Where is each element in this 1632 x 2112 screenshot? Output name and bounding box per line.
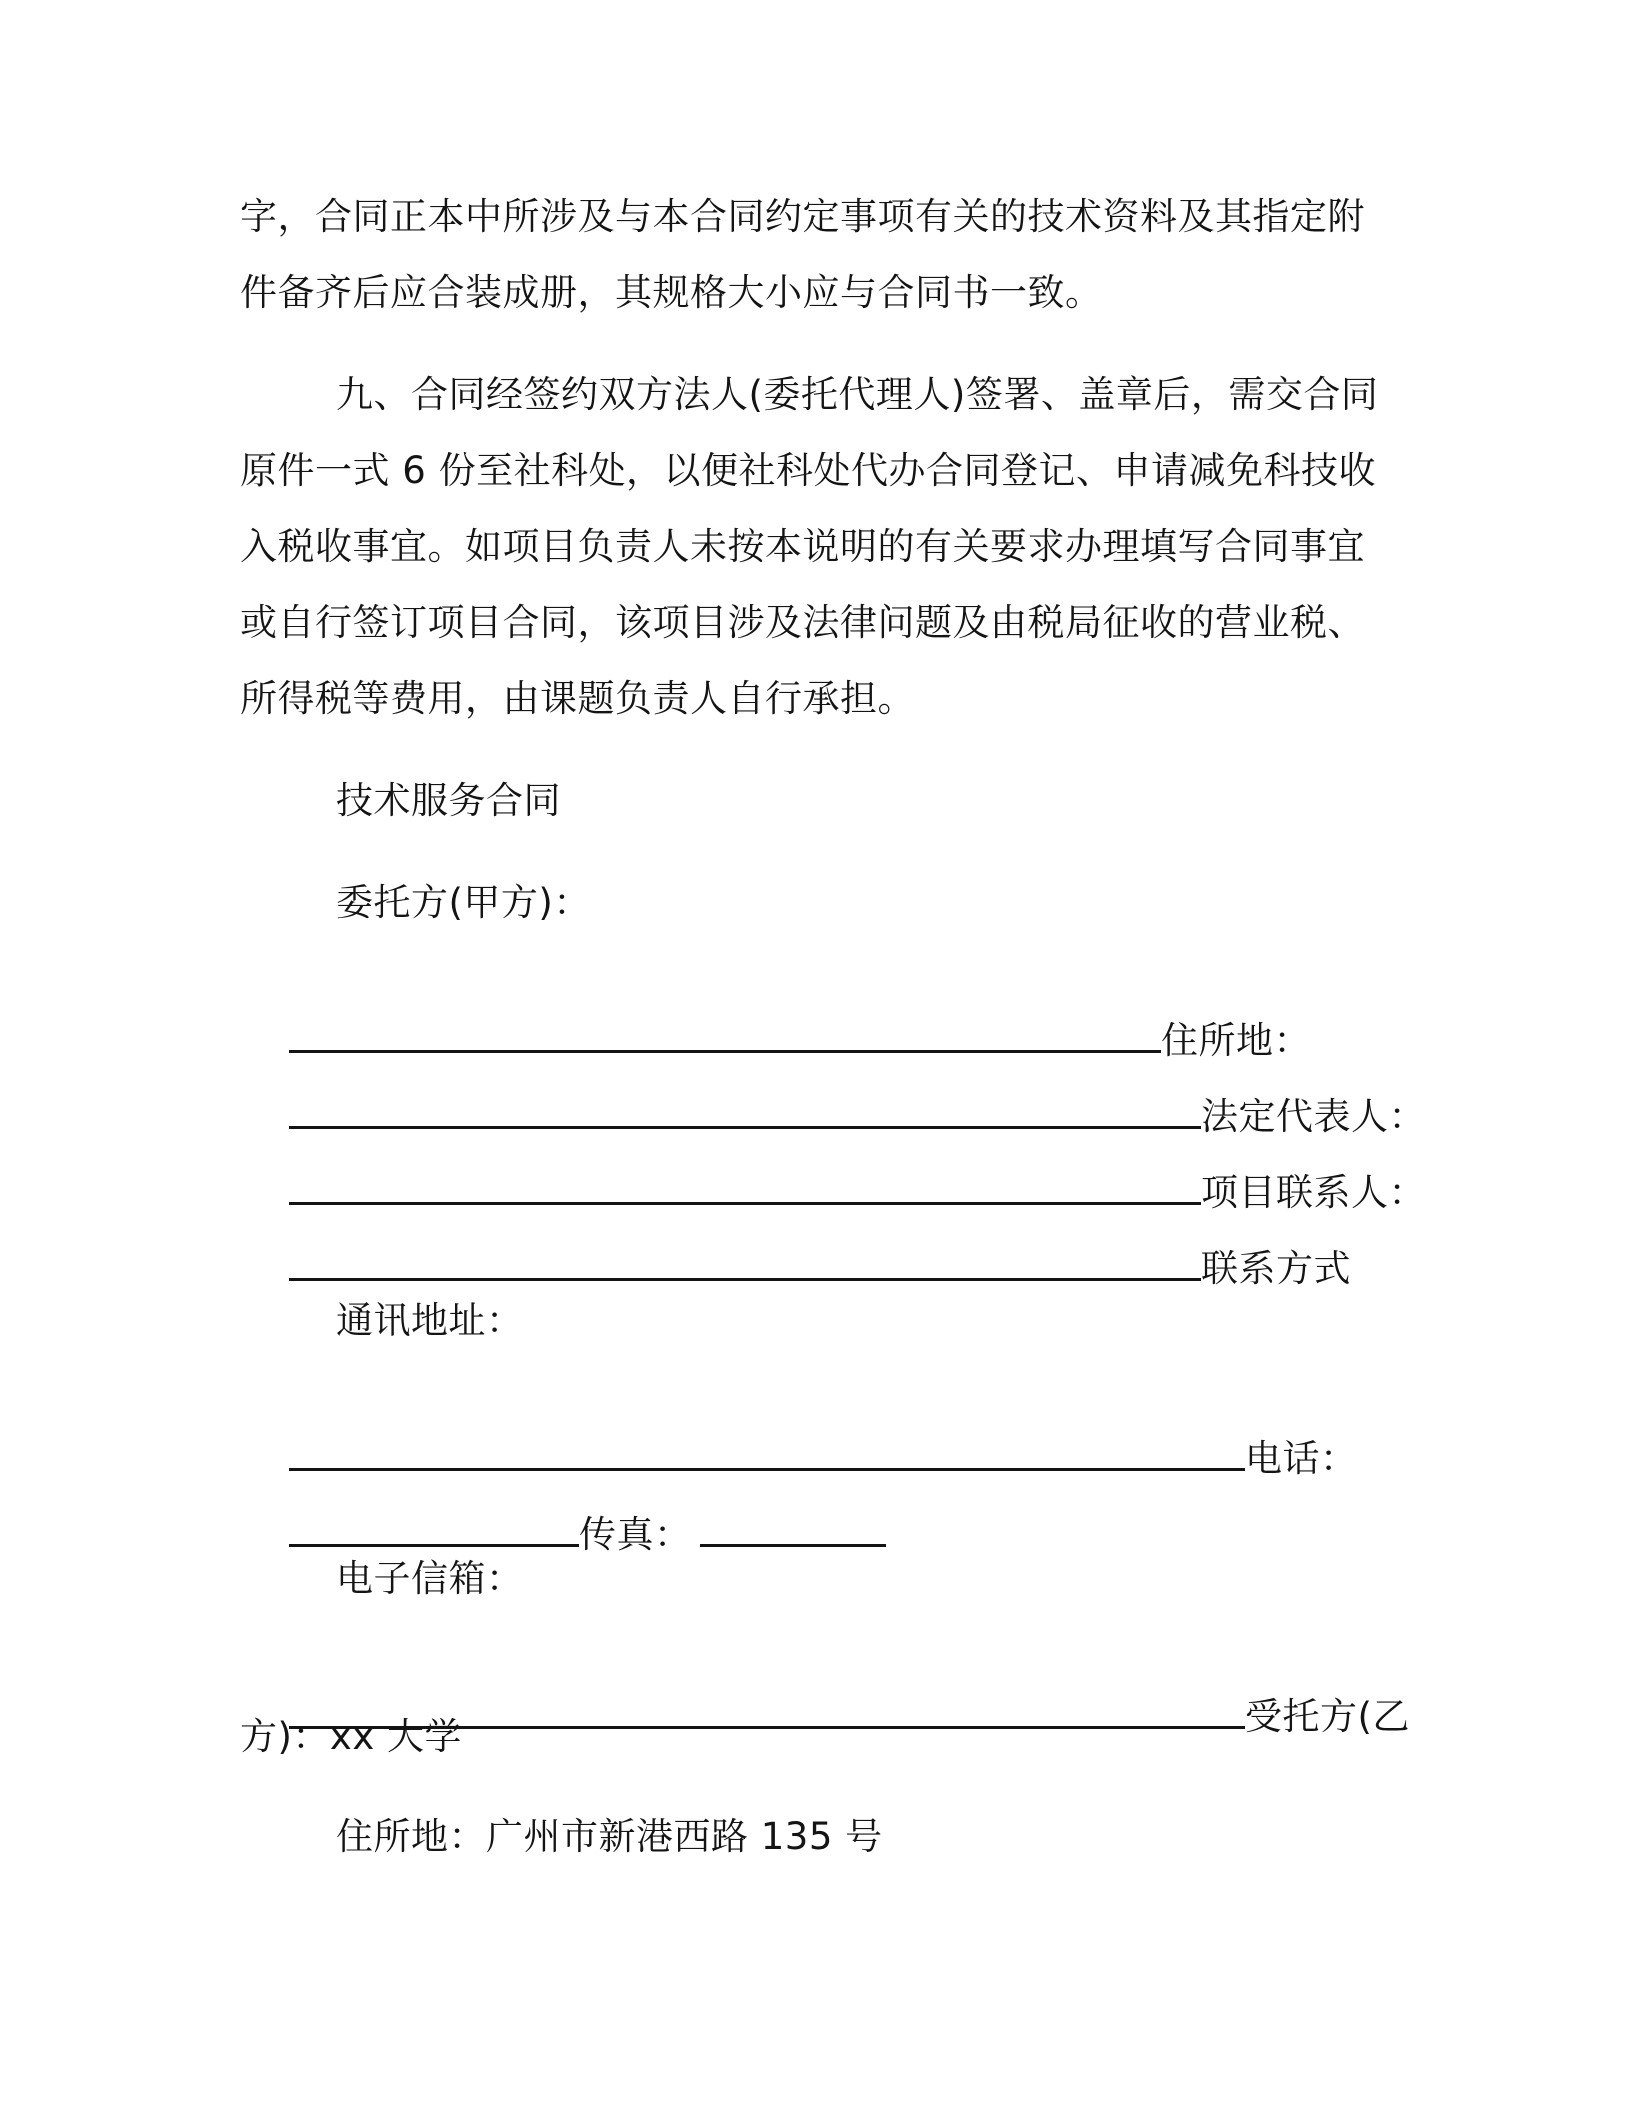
para9-line-5: 所得税等费用，由课题负责人自行承担。 xyxy=(240,677,915,720)
project-contact-label: 项目联系人： xyxy=(1201,1171,1427,1214)
para9-line-1: 九、合同经签约双方法人(委托代理人)签署、盖章后，需交合同 xyxy=(336,373,1379,416)
fax-row xyxy=(240,1460,886,1556)
para8-line-1: 字，合同正本中所涉及与本合同约定事项有关的技术资料及其指定附 xyxy=(240,195,1365,238)
para8-line-2: 件备齐后应合装成册，其规格大小应与合同书一致。 xyxy=(240,271,1103,314)
mailing-address-label: 通讯地址： xyxy=(336,1299,524,1342)
phone-row xyxy=(240,1384,1358,1480)
trustee-residence: 住所地：广州市新港西路 135 号 xyxy=(336,1815,883,1858)
project-contact-row xyxy=(240,1118,1427,1214)
trustee-name-line: 方)：xx 大学 xyxy=(240,1715,462,1758)
contact-method-blank[interactable] xyxy=(289,1244,1201,1281)
fax-label: 传真： xyxy=(579,1513,692,1556)
residence-row xyxy=(240,966,1312,1062)
trustee-label: 受托方(乙 xyxy=(1245,1695,1410,1738)
client-label: 委托方(甲方)： xyxy=(336,881,591,924)
para9-line-2: 原件一式 6 份至社科处，以便社科处代办合同登记、申请减免科技收 xyxy=(240,449,1377,492)
email-label: 电子信箱： xyxy=(336,1557,524,1600)
contact-method-row xyxy=(240,1194,1352,1290)
legal-rep-label: 法定代表人： xyxy=(1201,1095,1427,1138)
phone-label: 电话： xyxy=(1245,1437,1358,1480)
contact-method-label: 联系方式 xyxy=(1201,1247,1352,1290)
legal-rep-row xyxy=(240,1042,1427,1138)
fax-blank[interactable] xyxy=(700,1510,886,1547)
para9-line-3: 入税收事宜。如项目负责人未按本说明的有关要求办理填写合同事宜 xyxy=(240,525,1365,568)
phone-blank[interactable] xyxy=(289,1510,579,1547)
contract-title: 技术服务合同 xyxy=(336,779,561,822)
residence-label: 住所地： xyxy=(1161,1019,1312,1062)
para9-line-4: 或自行签订项目合同，该项目涉及法律问题及由税局征收的营业税、 xyxy=(240,601,1365,644)
